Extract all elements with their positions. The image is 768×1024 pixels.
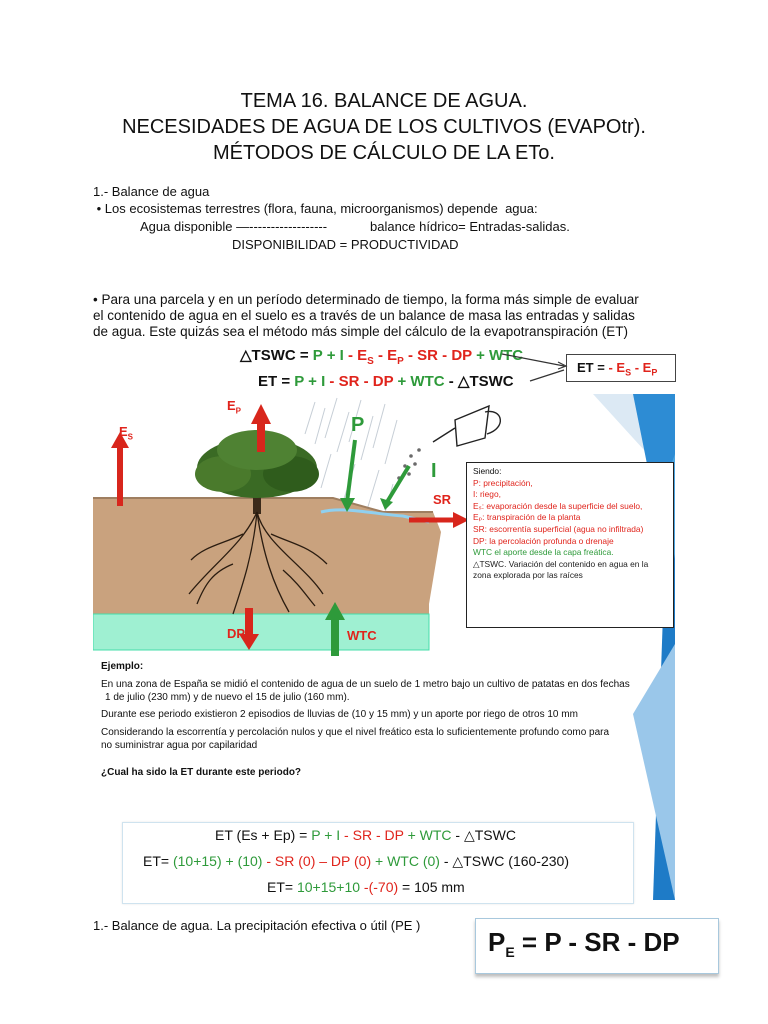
label-p: P (351, 414, 365, 436)
equation-connector-arrows (500, 348, 570, 388)
legend-item-tswc: △TSWC. Variación del contenido en agua en la zona explorada por las raíces (473, 558, 649, 581)
watering-can-icon (433, 406, 500, 446)
label-es: $E_S$ (119, 424, 134, 442)
equation-tswc: △TSWC = $P + I - E_S - E_P$ - SR - DP + WTC (240, 347, 524, 367)
arrow-p (340, 440, 355, 512)
example-question: ¿Cual ha sido la ET durante este periodo? (101, 767, 302, 778)
solution-row3: ET= 10+15+10 -(-70) = 105 mm (267, 879, 465, 895)
paragraph-line1: • Para una parcela y en un período determinado de tiempo, la forma más simple de evaluar (93, 292, 639, 307)
legend-item-sr: SR: escorrentía superficial (agua no infiltrada) (473, 523, 644, 534)
page-title-line2: NECESIDADES DE AGUA DE LOS CULTIVOS (EVAPOtr). (122, 116, 646, 138)
label-i: I (431, 460, 437, 482)
et-side-equation: ET = - $E_S - E_P$ (577, 360, 658, 378)
irrigation-drops (397, 448, 421, 480)
solution-row1: ET (Es + Ep) = P + I - SR - DP + WTC - △TSWC (215, 827, 516, 843)
bullet-ecosystems: • Los ecosistemas terrestres (flora, fauna, microorganismos) depende agua: (93, 201, 538, 216)
water-balance-text: balance hídrico= Entradas-salidas. (370, 219, 570, 234)
example-heading: Ejemplo: (101, 661, 144, 672)
example-p1b: 1 de julio (230 mm) y de nuevo el 15 de julio (160 mm). (105, 692, 350, 703)
label-ep: $E_P$ (227, 398, 242, 416)
example-p3a: Considerando la escorrentía y percolación nulos y que el nivel freático esta lo suficientemente profundo como para (101, 727, 610, 738)
legend-item-i: I: riego, (473, 489, 501, 500)
pe-formula: $P_E = P$ - SR - DP (488, 927, 680, 961)
legend-item-es: Eₛ: evaporación desde la superficie del suelo, (473, 500, 643, 511)
paragraph-line2: el contenido de agua en el suelo es a través de un balance de masa las entradas y salidas (93, 308, 635, 323)
water-available-text: Agua disponible —------------------ (140, 219, 328, 234)
solution-row2: ET= (10+15) + (10) - SR (0) – DP (0) + WTC (0) - △TSWC (160-230) (143, 853, 569, 869)
paragraph-line3: de agua. Este quizás sea el método más simple del cálculo de la evapotranspiración (ET) (93, 324, 629, 339)
page-title-line3: MÉTODOS DE CÁLCULO DE LA ETo. (213, 142, 555, 164)
example-p3b: no suministrar agua por capilaridad (101, 740, 258, 751)
legend-item-p: P: precipitación, (473, 477, 533, 488)
legend-item-dp: DP: la percolación profunda o drenaje (473, 535, 614, 546)
label-wtc: WTC (347, 628, 377, 643)
pe-formula-box (475, 918, 719, 974)
legend-box (466, 462, 674, 628)
et-side-box (566, 354, 676, 382)
footer-text: 1.- Balance de agua. La precipitación efectiva o útil (PE ) (93, 918, 421, 933)
section-heading: 1.- Balance de agua (93, 184, 210, 199)
label-sr: SR (433, 492, 452, 507)
solution-box (122, 822, 634, 904)
label-dp: DP (227, 626, 246, 641)
page-title-line1: TEMA 16. BALANCE DE AGUA. (240, 90, 528, 112)
example-p2: Durante ese periodo existieron 2 episodios de lluvias de (10 y 15 mm) y un aporte por riego de otros 10 mm (101, 709, 578, 720)
availability-productivity: DISPONIBILIDAD = PRODUCTIVIDAD (232, 237, 459, 252)
legend-title: Siendo: (473, 466, 502, 476)
arrow-i (380, 466, 409, 510)
equation-et: ET = P + I - SR - DP + WTC - △TSWC (258, 373, 514, 390)
legend-item-wtc: WTC el aporte desde la capa freática. (473, 547, 614, 558)
legend-item-ep: Eₚ: transpiración de la planta (473, 512, 581, 523)
arrow-es (111, 432, 129, 506)
example-p1a: En una zona de España se midió el contenido de agua de un suelo de 1 metro bajo un cultivo de patatas en dos fechas (101, 679, 630, 690)
